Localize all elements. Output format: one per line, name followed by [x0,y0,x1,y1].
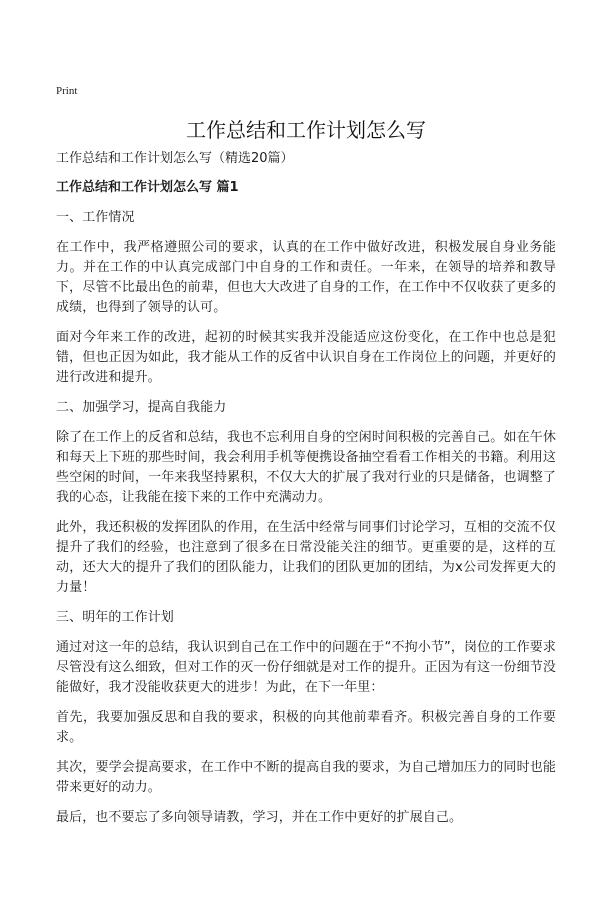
paragraph: 首先，我要加强反思和自我的要求，积极的向其他前辈看齐。积极完善自身的工作要求。 [56,710,556,745]
paragraph: 除了在工作上的反省和总结，我也不忘利用自身的空闲时间积极的完善自己。如在午休和每天上下班的那些时间，我会利用手机等便携设备抽空看看工作相关的书籍。利用这些空闲的时间，一年来我坚持累积，不仅大大的扩展了我对行业的只是储备，也调整了我的心态，让我能在接下来的工作中充满动力。 [56,430,556,505]
document-title: 工作总结和工作计划怎么写 [186,118,426,142]
section-heading: 工作总结和工作计划怎么写 篇1 [56,180,239,195]
paragraph: 最后，也不要忘了多向领导请教，学习，并在工作中更好的扩展自己。 [56,810,463,825]
paragraph: 通过对这一年的总结，我认识到自己在工作中的问题在于“不拘小节”，岗位的工作要求尽管没有这么细致，但对工作的灭一份仔细就是对工作的提升。正因为有这一份细节没能做好，我才没能收获更大的进步！为此，在下一年里： [56,640,556,695]
heading-next-year-plan: 三、明年的工作计划 [56,610,174,625]
print-label: Print [56,85,78,97]
document-page [56,84,556,828]
paragraph: 此外，我还积极的发挥团队的作用，在生活中经常与同事们讨论学习，互相的交流不仅提升了我们的经验，也注意到了很多在日常没能关注的细节。更重要的是，这样的互动，还大大的提升了我们的团队能力，让我们的团队更加的团结，为x公司发挥更大的力量！ [56,520,556,595]
paragraph: 面对今年来工作的改进，起初的时候其实我并没能适应这份变化，在工作中也总是犯错，但也正因为如此，我才能从工作的反省中认识自身在工作岗位上的问题，并更好的进行改进和提升。 [56,330,556,385]
heading-study: 二、加强学习，提高自我能力 [56,400,227,415]
paragraph: 在工作中，我严格遵照公司的要求，认真的在工作中做好改进，积极发展自身业务能力。并在工作的中认真完成部门中自身的工作和责任。一年来，在领导的培养和教导下，尽管不比最出色的前辈，但也大大改进了自身的工作，在工作中不仅收获了更多的成绩，也得到了领导的认可。 [56,240,556,315]
paragraph: 其次，要学会提高要求，在工作中不断的提高自我的要求，为自己增加压力的同时也能带来更好的动力。 [56,760,556,795]
document-subtitle: 工作总结和工作计划怎么写（精选20篇） [56,151,294,166]
heading-work-status: 一、工作情况 [56,210,135,225]
